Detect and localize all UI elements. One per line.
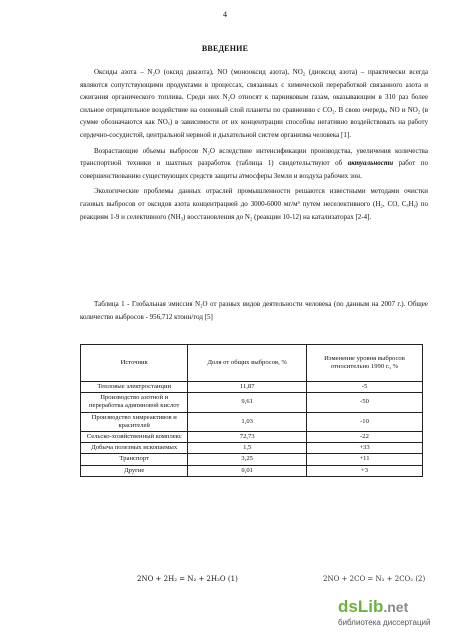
cell-source: Производство азотной и переработка адипиновой кислот — [81, 393, 188, 412]
table-row — [81, 393, 423, 412]
watermark-logo-suffix: .net — [383, 599, 409, 615]
emissions-table — [80, 344, 423, 477]
header-change: Изменение уровня выбросов относительно 1990 г., % — [307, 345, 423, 382]
cell-source: Тепловые электростанции — [81, 382, 188, 393]
cell-change: +33 — [307, 443, 423, 454]
relevance-emphasis: актуальности — [347, 159, 394, 168]
cell-share: 3,25 — [188, 454, 307, 465]
table-caption: Таблица 1 - Глобальная эмиссия N₂O от разных видов деятельности человека (по данным на 2007 г.). Общее количество выбросов - 956,712 ктонн/год [5] — [80, 300, 428, 321]
watermark-subtitle: библиотека диссертаций — [338, 618, 431, 627]
cell-change: -10 — [307, 412, 423, 431]
header-source: Источник — [81, 345, 188, 382]
paragraph-methods: Экологические проблемы данных отраслей промышленности решаются известными методами очистки газовых выбросов от оксидов азота концентрацией до 3000-6000 мг/м³ путем неселективного (H₂, CO, CₓHᵧ) по реакциям 1-9 и селективного (NH₃) восстановления до N₂ (реакции 10-12) на катализаторах [2-4]. — [80, 187, 428, 221]
page-number: 4 — [223, 10, 227, 19]
cell-share: 9,61 — [188, 393, 307, 412]
table-row — [81, 443, 423, 454]
table-row — [81, 465, 423, 476]
watermark-logo — [338, 597, 408, 617]
table-row — [81, 454, 423, 465]
table-row — [81, 432, 423, 443]
cell-source: Транспорт — [81, 454, 188, 465]
cell-share: 0,01 — [188, 465, 307, 476]
table-caption-block — [80, 298, 428, 323]
cell-change: +11 — [307, 454, 423, 465]
intro-text — [80, 66, 428, 223]
paragraph-relevance-end: работ по совершенствованию существующих средств защиты атмосферы Земли и воздуха рабочих зон. — [80, 159, 428, 180]
cell-share: 1,03 — [188, 412, 307, 431]
cell-change: -50 — [307, 393, 423, 412]
header-share: Доля от общих выбросов, % — [188, 345, 307, 382]
cell-source: Добыча полезных ископаемых — [81, 443, 188, 454]
cell-source: Другие — [81, 465, 188, 476]
paragraph-relevance — [80, 145, 428, 183]
watermark-logo-main: dsLib — [338, 597, 384, 616]
cell-source: Производство химреактивов и красителей — [81, 412, 188, 431]
cell-change: -5 — [307, 382, 423, 393]
equation-1: 2NO + 2H₂ = N₂ + 2H₂O (1) — [137, 575, 238, 583]
paragraph-oxides: Оксиды азота – N₂O (оксид диазота), NO (монооксид азота), NO₂ (диоксид азота) – практически всегда являются сопутствующими продуктами в процессах, связанных с химической переработкой связанного азота и сжигания органического топлива. Среди них N₂O относят к парниковым газам, оказывающим в 310 раз более сильное отрицательное воздействие на озоновый слой планеты по сравнению с CO₂. В свою очередь, NO и NO₂ (в сумме обозначаются как NOₓ) в зависимости от их концентрации способны негативно воздействовать на работу сердечно-сосудистой, центральной нервной и дыхательной систем организма человека [1]. — [80, 68, 428, 139]
cell-change: -22 — [307, 432, 423, 443]
cell-source: Сельско-хозяйственный комплекс — [81, 432, 188, 443]
cell-share: 11,87 — [188, 382, 307, 393]
page-title: ВВЕДЕНИЕ — [201, 44, 249, 53]
table-row — [81, 412, 423, 431]
table-header-row — [81, 345, 423, 382]
equation-2: 2NO + 2CO = N₂ + 2CO₂ (2) — [323, 575, 426, 583]
table-row — [81, 382, 423, 393]
cell-share: 72,73 — [188, 432, 307, 443]
watermark[interactable] — [332, 593, 444, 633]
paragraph-relevance-start: Возрастающие объемы выбросов N₂O вследствие интенсификации производства, увеличения количества транспортной техники и шахтных разработок (таблица 1) свидетельствуют об — [80, 146, 428, 168]
cell-share: 1,5 — [188, 443, 307, 454]
cell-change: +3 — [307, 465, 423, 476]
